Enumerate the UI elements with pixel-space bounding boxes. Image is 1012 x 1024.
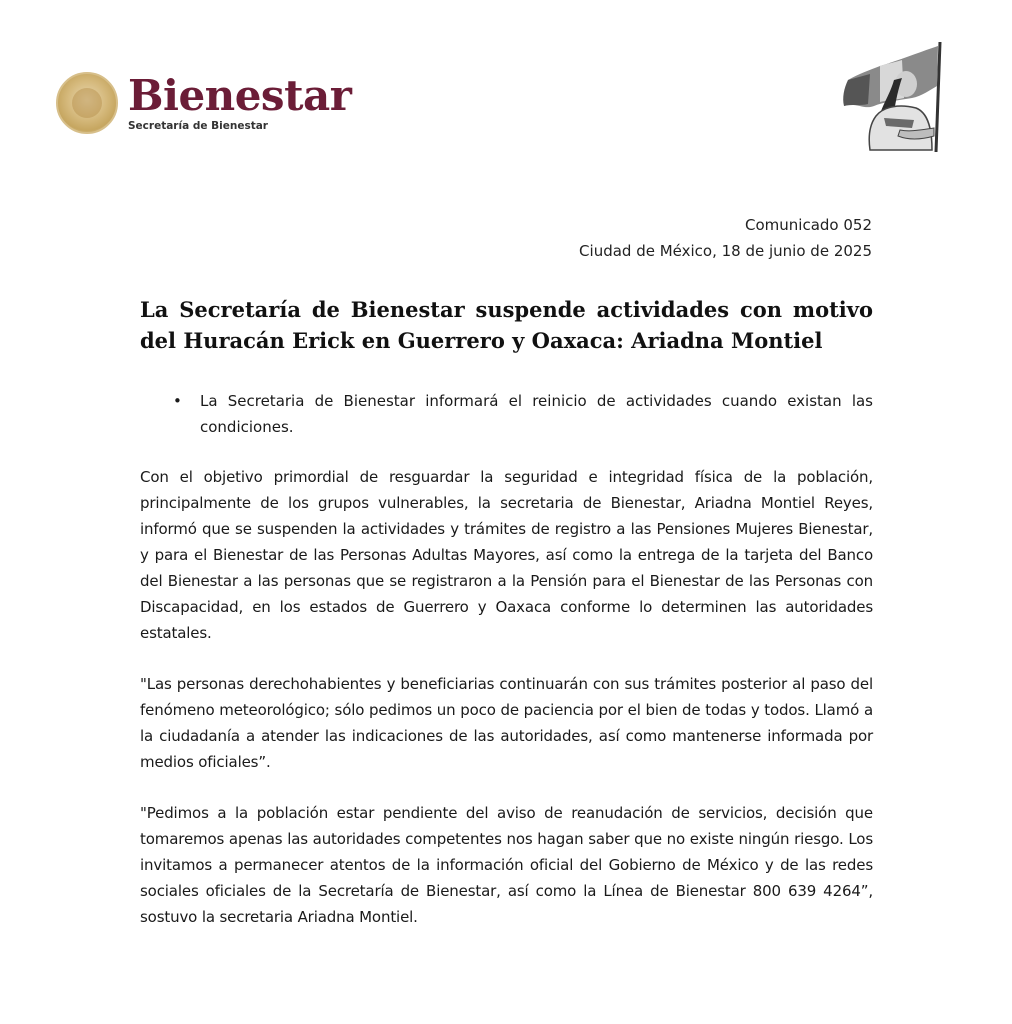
communique-meta [579,212,872,264]
body-paragraph-2: "Las personas derechohabientes y beneficiarias continuarán con sus trámites posterior al paso del fenómeno meteorológico; sólo pedimos un poco de paciencia por el bien de todas y todos. Llamó a la ciudadanía a atender las indicaciones de las autoridades, así como mantenerse informada por medios oficiales”. [140,675,873,771]
place-date: Ciudad de México, 18 de junio de 2025 [579,242,872,260]
summary-bullets [140,388,873,440]
bullet-text: La Secretaria de Bienestar informará el reinicio de actividades cuando existan las condiciones. [200,392,873,436]
brand-name: Bienestar [128,71,352,120]
body-paragraph-1: Con el objetivo primordial de resguardar la seguridad e integridad física de la población, principalmente de los grupos vulnerables, la secretaria de Bienestar, Ariadna Montiel Reyes, informó que se suspenden la actividades y trámites de registro a las Pensiones Mujeres Bienestar, y para el Bienestar de las Personas Adultas Mayores, así como la entrega de la tarjeta del Banco del Bienestar a las personas que se registraron a la Pensión para el Bienestar de las Personas con Discapacidad, en los estados de Guerrero y Oaxaca conforme lo determinen las autoridades estatales. [140,468,873,642]
bienestar-logo [56,72,351,134]
communique-number: Comunicado 052 [745,216,872,234]
brand-subtitle: Secretaría de Bienestar [128,120,268,132]
press-release-title: La Secretaría de Bienestar suspende actividades con motivo del Huracán Erick en Guerrero y Oaxaca: Ariadna Montiel [140,297,873,353]
bullet-item [140,388,873,440]
woman-with-flag-icon [840,40,952,156]
bullet-marker-icon: • [173,392,182,410]
brand-block [128,71,352,132]
body-paragraph-3: "Pedimos a la población estar pendiente del aviso de reanudación de servicios, decisión que tomaremos apenas las autoridades competentes nos hagan saber que no existe ningún riesgo. Los invitamos a permanecer atentos de la información oficial del Gobierno de México y de las redes sociales oficiales de la Secretaría de Bienestar, así como la Línea de Bienestar 800 639 4264”, sostuvo la secretaria Ariadna Montiel. [140,804,873,926]
coat-of-arms-seal-icon [56,72,118,134]
